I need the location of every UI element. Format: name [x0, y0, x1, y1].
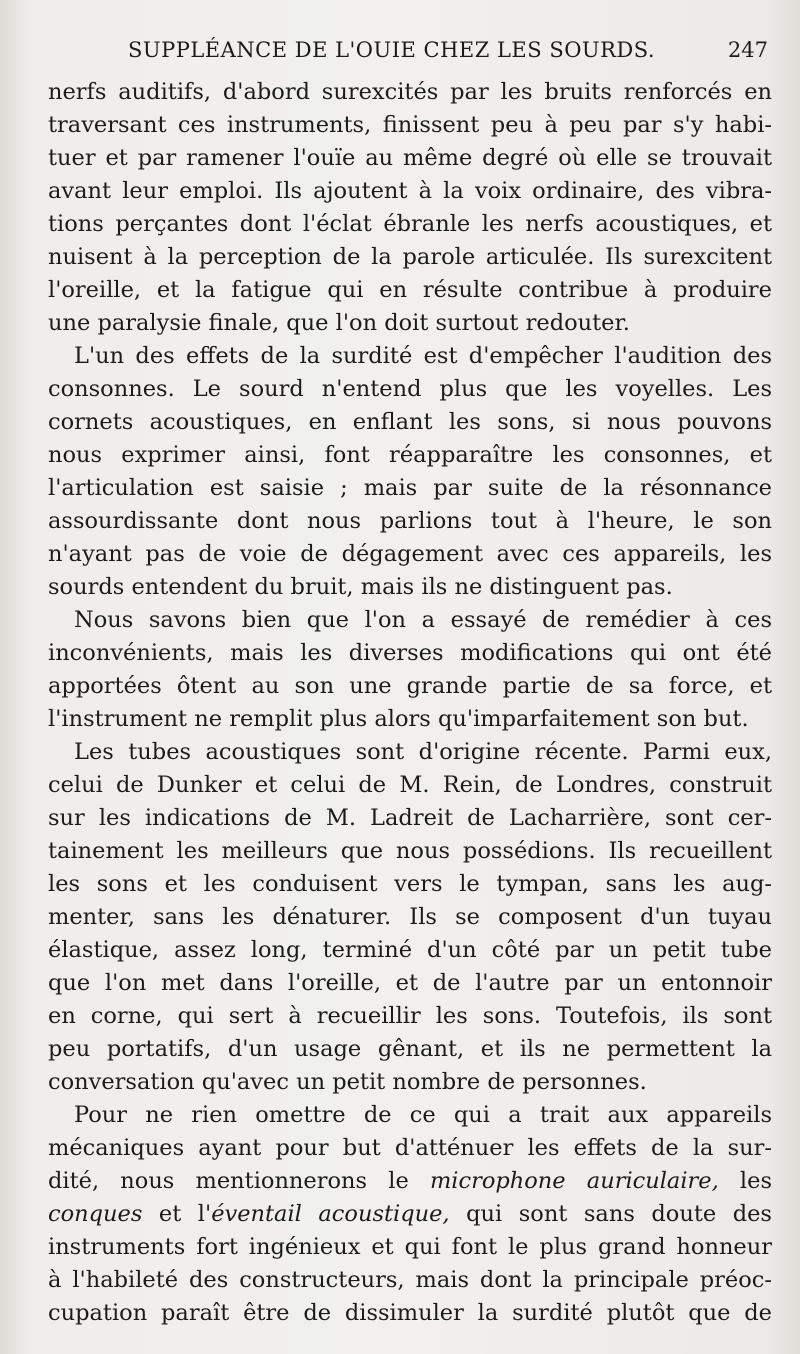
- text-run: qui sont sans doute des: [449, 1201, 772, 1227]
- text-line: Pour ne rien omettre de ce qui a trait aux appareils: [74, 1102, 772, 1128]
- text-line: menter, sans les dénaturer. Ils se composent d'un tuyau: [48, 904, 772, 930]
- text-line: avant leur emploi. Ils ajoutent à la voix ordinaire, des vibra-: [48, 178, 772, 204]
- text-line: l'oreille, et la fatigue qui en résulte contribue à produire: [48, 277, 772, 303]
- text-line: tions perçantes dont l'éclat ébranle les nerfs acoustiques, et: [48, 211, 772, 237]
- page-body: [48, 76, 772, 1330]
- text-line: que l'on met dans l'oreille, et de l'autre par un entonnoir: [48, 970, 772, 996]
- text-line: assourdissante dont nous parlions tout à l'heure, le son: [48, 508, 772, 534]
- text-line: cupation paraît être de dissimuler la surdité plutôt que de: [48, 1300, 772, 1326]
- text-line: celui de Dunker et celui de M. Rein, de Londres, construit: [48, 772, 772, 798]
- text-line: n'ayant pas de voie de dégagement avec ces appareils, les: [48, 541, 772, 567]
- text-line: sur les indications de M. Ladreit de Lacharrière, sont cer-: [48, 805, 772, 831]
- text-line: cornets acoustiques, en enflant les sons, si nous pouvons: [48, 409, 772, 435]
- text-run: dité, nous mentionnerons le: [48, 1168, 430, 1194]
- text-line: mécaniques ayant pour but d'atténuer les effets de la sur-: [48, 1135, 772, 1161]
- paragraph-5: [48, 1099, 772, 1330]
- text-line: nuisent à la perception de la parole articulée. Ils surexcitent: [48, 244, 772, 270]
- text-line: tainement les meilleurs que nous possédions. Ils recueillent: [48, 838, 772, 864]
- text-line: sourds entendent du bruit, mais ils ne distinguent pas.: [48, 574, 673, 600]
- text-line: à l'habileté des constructeurs, mais dont la principale préoc-: [48, 1267, 772, 1293]
- running-title: SUPPLÉANCE DE L'OUIE CHEZ LES SOURDS.: [128, 38, 656, 62]
- text-run: et l': [142, 1201, 212, 1227]
- text-line: consonnes. Le sourd n'entend plus que les voyelles. Les: [48, 376, 772, 402]
- paragraph-2: [48, 340, 772, 604]
- text-line: une paralysie finale, que l'on doit surtout redouter.: [48, 310, 630, 336]
- text-line: Les tubes acoustiques sont d'origine récente. Parmi eux,: [74, 739, 772, 765]
- text-line: inconvénients, mais les diverses modifications qui ont été: [48, 640, 772, 666]
- text-line: en corne, qui sert à recueillir les sons. Toutefois, ils sont: [48, 1003, 772, 1029]
- text-line: L'un des effets de la surdité est d'empêcher l'audition des: [74, 343, 772, 369]
- page-header: [48, 38, 768, 68]
- text-line: instruments fort ingénieux et qui font le plus grand honneur: [48, 1234, 772, 1260]
- text-line: élastique, assez long, terminé d'un côté par un petit tube: [48, 937, 772, 963]
- text-line: apportées ôtent au son une grande partie de sa force, et: [48, 673, 772, 699]
- text-line: traversant ces instruments, finissent peu à peu par s'y habi-: [48, 112, 772, 138]
- text-line: Nous savons bien que l'on a essayé de remédier à ces: [74, 607, 772, 633]
- paragraph-1: [48, 76, 772, 340]
- italic-term-conques: conques: [48, 1201, 143, 1227]
- page-number: 247: [727, 38, 768, 62]
- paragraph-4: [48, 736, 772, 1099]
- text-line: les sons et les conduisent vers le tympan, sans les aug-: [48, 871, 772, 897]
- paragraph-3: [48, 604, 772, 736]
- text-line: tuer et par ramener l'ouïe au même degré où elle se trouvait: [48, 145, 772, 171]
- italic-term-eventail-acoustique: éventail acoustique,: [211, 1201, 450, 1227]
- text-line: peu portatifs, d'un usage gênant, et ils ne permettent la: [48, 1036, 772, 1062]
- text-line: [48, 1198, 772, 1231]
- text-line: l'articulation est saisie ; mais par suite de la résonnance: [48, 475, 772, 501]
- italic-term-microphone-auriculaire: microphone auriculaire,: [429, 1168, 719, 1194]
- text-run: les: [718, 1168, 772, 1194]
- text-line: nerfs auditifs, d'abord surexcités par les bruits renforcés en: [48, 79, 772, 105]
- text-line: l'instrument ne remplit plus alors qu'imparfaitement son but.: [48, 706, 749, 732]
- text-line: nous exprimer ainsi, font réapparaître les consonnes, et: [48, 442, 772, 468]
- text-line: conversation qu'avec un petit nombre de personnes.: [48, 1069, 647, 1095]
- text-line: [48, 1165, 772, 1198]
